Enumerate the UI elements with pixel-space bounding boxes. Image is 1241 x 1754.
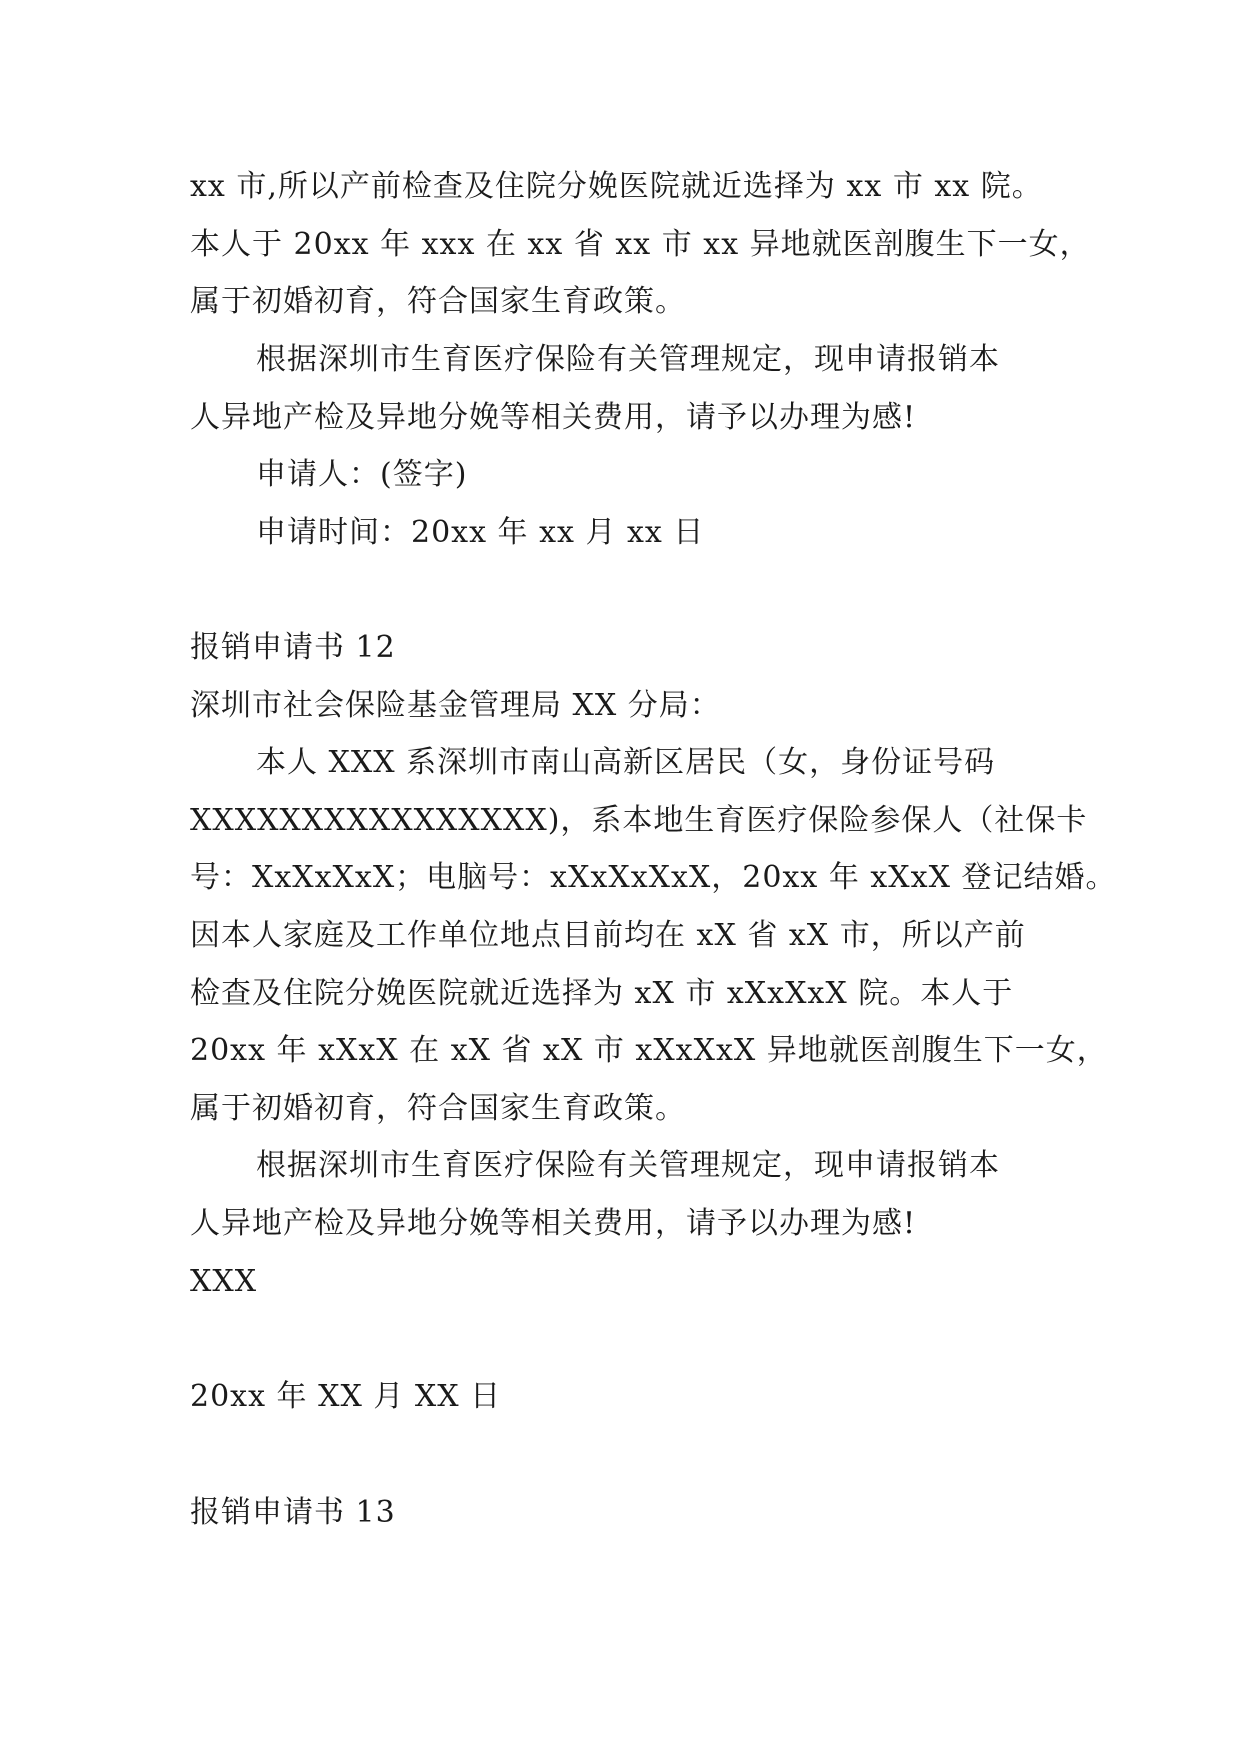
applicant-signature-line: 申请人：(签字) [256,457,468,492]
body-line: 属于初婚初育，符合国家生育政策。 [190,1091,686,1126]
body-line: 检查及住院分娩医院就近选择为 xX 市 xXxXxX 院。本人于 [190,976,1014,1011]
letter-date: 20xx 年 XX 月 XX 日 [190,1379,502,1414]
body-line: 人异地产检及异地分娩等相关费用，请予以办理为感! [190,400,917,435]
section-heading: 报销申请书 12 [190,630,396,665]
body-line: 属于初婚初育，符合国家生育政策。 [190,284,686,319]
addressee: 深圳市社会保险基金管理局 XX 分局： [190,688,721,723]
body-line: 因本人家庭及工作单位地点目前均在 xX 省 xX 市，所以产前 [190,918,1026,953]
body-line: 本人 XXX 系深圳市南山高新区居民（女，身份证号码 [256,745,996,780]
body-line: 根据深圳市生育医疗保险有关管理规定，现申请报销本 [256,1148,1000,1183]
section-heading: 报销申请书 13 [190,1495,396,1530]
body-line: 号：XxXxXxX；电脑号：xXxXxXxX，20xx 年 xXxX 登记结婚。 [190,860,1117,895]
body-line: 20xx 年 xXxX 在 xX 省 xX 市 xXxXxX 异地就医剖腹生下一女， [190,1033,1108,1068]
body-line: 根据深圳市生育医疗保险有关管理规定，现申请报销本 [256,342,1000,377]
body-line: 本人于 20xx 年 xxx 在 xx 省 xx 市 xx 异地就医剖腹生下一女， [190,227,1091,262]
signature-name: XXX [190,1264,258,1299]
body-line: XXXXXXXXXXXXXXXX)，系本地生育医疗保险参保人（社保卡 [190,803,1088,838]
body-line: xx 市,所以产前检查及住院分娩医院就近选择为 xx 市 xx 院。 [190,169,1043,204]
body-line: 人异地产检及异地分娩等相关费用，请予以办理为感! [190,1206,917,1241]
application-date-line: 申请时间：20xx 年 xx 月 xx 日 [256,515,705,550]
